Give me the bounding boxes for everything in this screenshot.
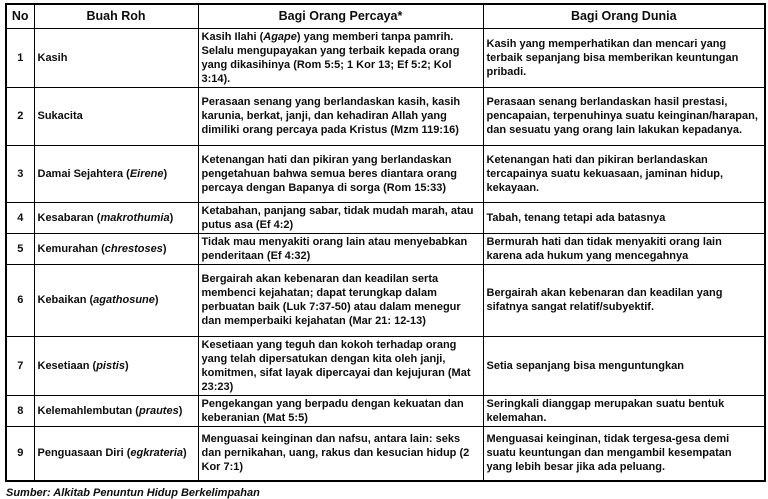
believer-description-cell: Kasih Ilahi (Agape) yang memberi tanpa pamrih. Selalu mengupayakan yang terbaik kepada orang yang dikasihinya (Rom 5:5; 1 Kor 13; Ef 5:2; Kol 3:14). — [198, 28, 483, 87]
fruit-name-cell: Kasih — [34, 28, 198, 87]
believer-description-cell: Tidak mau menyakiti orang lain atau menyebabkan penderitaan (Ef 4:32) — [198, 233, 483, 264]
header-row — [6, 4, 765, 28]
believer-description-cell: Ketenangan hati dan pikiran yang berlandaskan pengetahuan bahwa semua beres diantara orang percaya dengan Bapanya di sorga (Rom 15:33) — [198, 145, 483, 202]
believer-description-cell: Bergairah akan kebenaran dan keadilan serta membenci kejahatan; dapat terungkap dalam perbuatan baik (Luk 7:37-50) atau dalam menegur dan memperbaiki kejahatan (Mar 21: 12-13) — [198, 264, 483, 336]
col-header-bagi-orang-percaya: Bagi Orang Percaya* — [198, 4, 483, 28]
world-description-cell: Bermurah hati dan tidak menyakiti orang lain karena ada hukum yang mencegahnya — [483, 233, 765, 264]
fruit-name-cell: Kebaikan (agathosune) — [34, 264, 198, 336]
col-header-buah-roh: Buah Roh — [34, 4, 198, 28]
fruit-name-cell: Damai Sejahtera (Eirene) — [34, 145, 198, 202]
row-number-cell: 9 — [6, 426, 34, 481]
row-number-cell: 7 — [6, 336, 34, 395]
world-description-cell: Perasaan senang berlandaskan hasil prestasi, pencapaian, terpenuhinya suatu keinginan/harapan, dan sesuatu yang orang lain lakukan kepadanya. — [483, 87, 765, 145]
table-row — [6, 87, 765, 145]
table-row — [6, 395, 765, 426]
believer-description-cell: Perasaan senang yang berlandaskan kasih, kasih karunia, berkat, janji, dan kehadiran Allah yang dimiliki orang percaya pada Kristus (Mzm 119:16) — [198, 87, 483, 145]
row-number-cell: 5 — [6, 233, 34, 264]
fruit-name-cell: Penguasaan Diri (egkrateria) — [34, 426, 198, 481]
world-description-cell: Setia sepanjang bisa menguntungkan — [483, 336, 765, 395]
row-number-cell: 1 — [6, 28, 34, 87]
fruit-of-spirit-table — [5, 3, 766, 482]
table-row — [6, 233, 765, 264]
table-row — [6, 336, 765, 395]
table-row — [6, 145, 765, 202]
table-row — [6, 28, 765, 87]
believer-description-cell: Kesetiaan yang teguh dan kokoh terhadap orang yang telah dipersatukan dengan kita oleh janji, komitmen, sifat layak dipercayai dan kejujuran (Mat 23:23) — [198, 336, 483, 395]
fruit-name-cell: Kesabaran (makrothumia) — [34, 202, 198, 233]
col-header-no: No — [6, 4, 34, 28]
row-number-cell: 2 — [6, 87, 34, 145]
table-row — [6, 264, 765, 336]
world-description-cell: Seringkali dianggap merupakan suatu bentuk kelemahan. — [483, 395, 765, 426]
row-number-cell: 6 — [6, 264, 34, 336]
table-row — [6, 202, 765, 233]
table-row — [6, 426, 765, 481]
believer-description-cell: Pengekangan yang berpadu dengan kekuatan dan keberanian (Mat 5:5) — [198, 395, 483, 426]
world-description-cell: Kasih yang memperhatikan dan mencari yang terbaik sepanjang bisa memberikan keuntungan pribadi. — [483, 28, 765, 87]
fruit-name-cell: Sukacita — [34, 87, 198, 145]
col-header-bagi-orang-dunia: Bagi Orang Dunia — [483, 4, 765, 28]
world-description-cell: Bergairah akan kebenaran dan keadilan yang sifatnya sangat relatif/subyektif. — [483, 264, 765, 336]
fruit-name-cell: Kelemahlembutan (prautes) — [34, 395, 198, 426]
row-number-cell: 8 — [6, 395, 34, 426]
row-number-cell: 3 — [6, 145, 34, 202]
believer-description-cell: Ketabahan, panjang sabar, tidak mudah marah, atau putus asa (Ef 4:2) — [198, 202, 483, 233]
source-note: Sumber: Alkitab Penuntun Hidup Berkelimpahan — [6, 487, 260, 499]
world-description-cell: Menguasai keinginan, tidak tergesa-gesa demi suatu keuntungan dan mengambil kesempatan yang lebih besar jika ada peluang. — [483, 426, 765, 481]
fruit-name-cell: Kemurahan (chrestoses) — [34, 233, 198, 264]
world-description-cell: Ketenangan hati dan pikiran berlandaskan tercapainya suatu kekuasaan, jaminan hidup, kekayaan. — [483, 145, 765, 202]
believer-description-cell: Menguasai keinginan dan nafsu, antara lain: seks dan pernikahan, uang, rakus dan kesucian hidup (2 Kor 7:1) — [198, 426, 483, 481]
row-number-cell: 4 — [6, 202, 34, 233]
world-description-cell: Tabah, tenang tetapi ada batasnya — [483, 202, 765, 233]
fruit-name-cell: Kesetiaan (pistis) — [34, 336, 198, 395]
